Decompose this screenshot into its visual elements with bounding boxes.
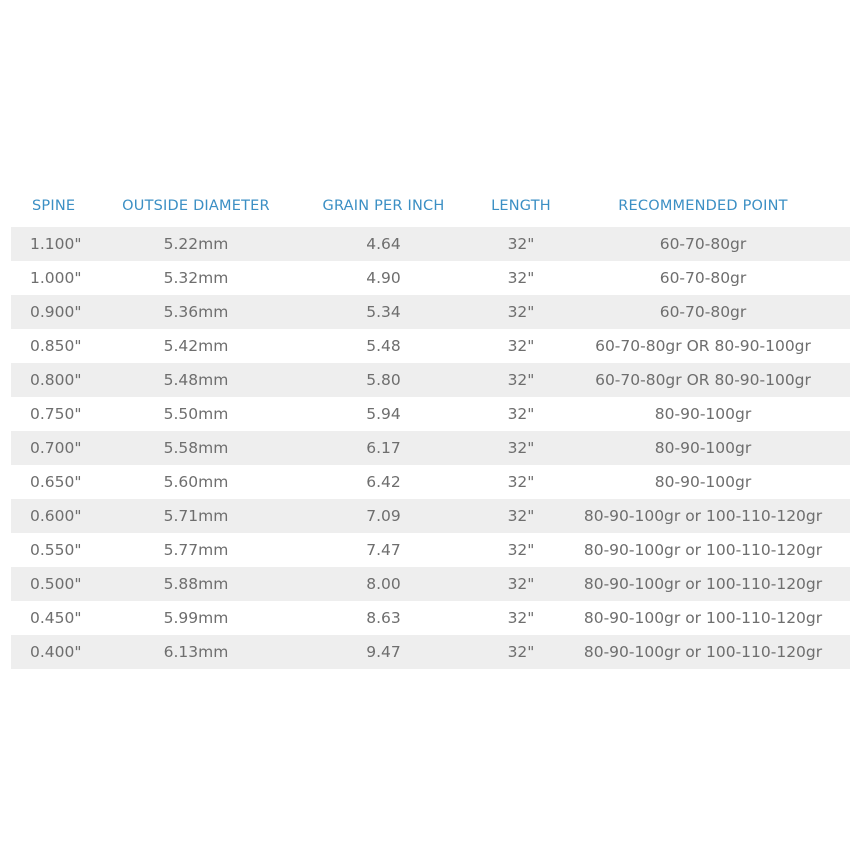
table-row — [11, 261, 850, 295]
cell-outside-diameter: 5.32mm — [111, 261, 281, 295]
cell-grain-per-inch: 5.48 — [281, 329, 486, 363]
cell-grain-per-inch: 9.47 — [281, 635, 486, 669]
table-row — [11, 601, 850, 635]
cell-length: 32" — [486, 567, 556, 601]
cell-grain-per-inch: 5.80 — [281, 363, 486, 397]
table-row — [11, 635, 850, 669]
cell-outside-diameter: 5.36mm — [111, 295, 281, 329]
cell-length: 32" — [486, 261, 556, 295]
cell-recommended-point: 80-90-100gr or 100-110-120gr — [556, 635, 850, 669]
cell-length: 32" — [486, 635, 556, 669]
cell-outside-diameter: 5.60mm — [111, 465, 281, 499]
table-row — [11, 397, 850, 431]
table-row — [11, 533, 850, 567]
cell-grain-per-inch: 5.34 — [281, 295, 486, 329]
cell-outside-diameter: 5.48mm — [111, 363, 281, 397]
cell-length: 32" — [486, 533, 556, 567]
cell-recommended-point: 60-70-80gr OR 80-90-100gr — [556, 329, 850, 363]
cell-length: 32" — [486, 601, 556, 635]
cell-length: 32" — [486, 329, 556, 363]
cell-outside-diameter: 5.77mm — [111, 533, 281, 567]
cell-outside-diameter: 5.50mm — [111, 397, 281, 431]
cell-length: 32" — [486, 295, 556, 329]
cell-length: 32" — [486, 499, 556, 533]
cell-spine: 0.400" — [11, 635, 111, 669]
table-row — [11, 465, 850, 499]
table-row — [11, 431, 850, 465]
cell-grain-per-inch: 8.63 — [281, 601, 486, 635]
cell-spine: 0.700" — [11, 431, 111, 465]
cell-grain-per-inch: 6.42 — [281, 465, 486, 499]
cell-spine: 0.900" — [11, 295, 111, 329]
cell-outside-diameter: 5.42mm — [111, 329, 281, 363]
cell-grain-per-inch: 4.90 — [281, 261, 486, 295]
cell-outside-diameter: 5.71mm — [111, 499, 281, 533]
header-spine: SPINE — [32, 198, 76, 214]
cell-spine: 0.800" — [11, 363, 111, 397]
cell-grain-per-inch: 4.64 — [281, 227, 486, 261]
cell-outside-diameter: 5.99mm — [111, 601, 281, 635]
cell-recommended-point: 80-90-100gr — [556, 465, 850, 499]
table-row — [11, 363, 850, 397]
cell-recommended-point: 80-90-100gr — [556, 431, 850, 465]
header-length: LENGTH — [491, 198, 551, 214]
cell-outside-diameter: 5.22mm — [111, 227, 281, 261]
cell-length: 32" — [486, 363, 556, 397]
cell-grain-per-inch: 8.00 — [281, 567, 486, 601]
cell-grain-per-inch: 7.09 — [281, 499, 486, 533]
cell-outside-diameter: 5.58mm — [111, 431, 281, 465]
cell-spine: 0.850" — [11, 329, 111, 363]
header-grain-per-inch: GRAIN PER INCH — [322, 198, 445, 214]
cell-spine: 0.750" — [11, 397, 111, 431]
cell-length: 32" — [486, 227, 556, 261]
cell-recommended-point: 80-90-100gr — [556, 397, 850, 431]
table-row — [11, 227, 850, 261]
cell-grain-per-inch: 5.94 — [281, 397, 486, 431]
header-row — [11, 185, 850, 227]
cell-recommended-point: 80-90-100gr or 100-110-120gr — [556, 601, 850, 635]
cell-length: 32" — [486, 397, 556, 431]
cell-recommended-point: 80-90-100gr or 100-110-120gr — [556, 567, 850, 601]
cell-recommended-point: 80-90-100gr or 100-110-120gr — [556, 499, 850, 533]
cell-spine: 1.000" — [11, 261, 111, 295]
cell-spine: 0.650" — [11, 465, 111, 499]
table-row — [11, 295, 850, 329]
cell-spine: 0.500" — [11, 567, 111, 601]
cell-grain-per-inch: 7.47 — [281, 533, 486, 567]
header-outside-diameter: OUTSIDE DIAMETER — [122, 198, 270, 214]
cell-recommended-point: 60-70-80gr — [556, 227, 850, 261]
table-body — [11, 227, 850, 669]
table-row — [11, 499, 850, 533]
cell-spine: 0.550" — [11, 533, 111, 567]
cell-outside-diameter: 5.88mm — [111, 567, 281, 601]
table-row — [11, 567, 850, 601]
table-row — [11, 329, 850, 363]
cell-grain-per-inch: 6.17 — [281, 431, 486, 465]
cell-recommended-point: 60-70-80gr — [556, 295, 850, 329]
cell-spine: 1.100" — [11, 227, 111, 261]
cell-outside-diameter: 6.13mm — [111, 635, 281, 669]
arrow-spec-table — [11, 185, 850, 669]
cell-length: 32" — [486, 431, 556, 465]
cell-recommended-point: 60-70-80gr OR 80-90-100gr — [556, 363, 850, 397]
cell-recommended-point: 60-70-80gr — [556, 261, 850, 295]
cell-spine: 0.450" — [11, 601, 111, 635]
header-recommended-point: RECOMMENDED POINT — [618, 198, 788, 214]
table-header — [11, 185, 850, 227]
cell-length: 32" — [486, 465, 556, 499]
cell-recommended-point: 80-90-100gr or 100-110-120gr — [556, 533, 850, 567]
cell-spine: 0.600" — [11, 499, 111, 533]
